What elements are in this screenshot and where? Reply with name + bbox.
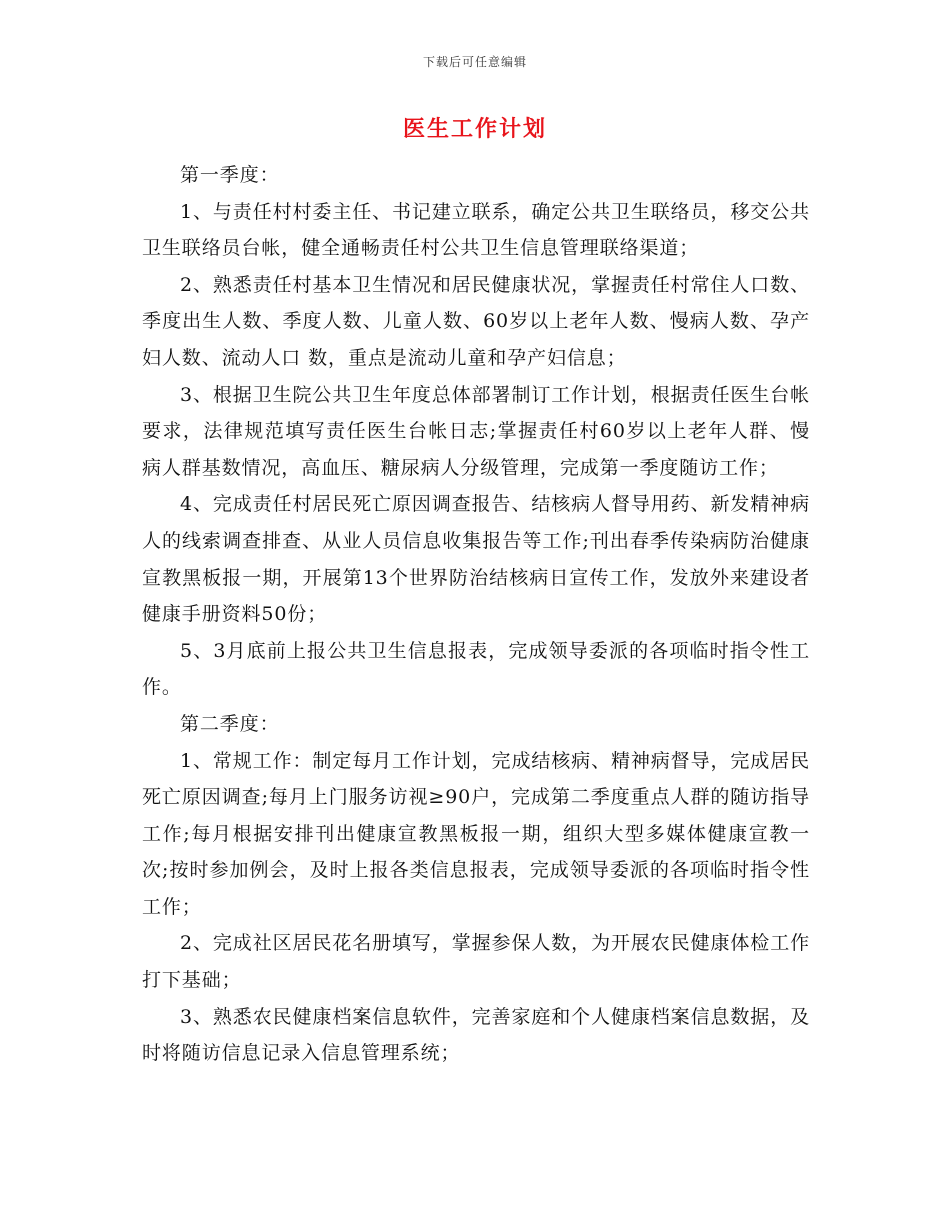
section-heading-q1: 第一季度： [180,164,280,186]
paragraph: 2、完成社区居民花名册填写，掌握参保人数，为开展农民健康体检工作打下基础； [142,932,810,992]
document-body [142,157,810,1072]
header-note: 下载后可任意编辑 [422,55,527,69]
paragraph: 2、熟悉责任村基本卫生情况和居民健康状况，掌握责任村常住人口数、季度出生人数、季度人数、儿童人数、60岁以上老年人数、慢病人数、孕产妇人数、流动人口 数，重点是流动儿童和孕产妇信息； [142,273,810,369]
section-heading-q2: 第二季度： [180,712,280,735]
paragraph: 3、根据卫生院公共卫生年度总体部署制订工作计划，根据责任医生台帐要求，法律规范填写责任医生台帐日志;掌握责任村60岁以上老年人群、慢病人群基数情况，高血压、糖尿病人分级管理，完成第一季度随访工作； [142,383,810,479]
paragraph: 4、完成责任村居民死亡原因调查报告、结核病人督导用药、新发精神病人的线索调查排查、从业人员信息收集报告等工作;刊出春季传染病防治健康宣教黑板报一期，开展第13个世界防治结核病日宣传工作，发放外来建设者健康手册资料50份； [142,493,810,626]
paragraph: 1、与责任村村委主任、书记建立联系，确定公共卫生联络员，移交公共卫生联络员台帐，健全通畅责任村公共卫生信息管理联络渠道； [142,200,810,260]
paragraph: 5、3月底前上报公共卫生信息报表，完成领导委派的各项临时指令性工作。 [142,639,810,699]
paragraph: 1、常规工作：制定每月工作计划，完成结核病、精神病督导，完成居民死亡原因调查;每月上门服务访视≥90户，完成第二季度重点人群的随访指导工作;每月根据安排刊出健康宣教黑板报一期，组织大型多媒体健康宣教一次;按时参加例会，及时上报各类信息报表，完成领导委派的各项临时指令性工作； [142,749,810,918]
paragraph: 3、熟悉农民健康档案信息软件，完善家庭和个人健康档案信息数据，及时将随访信息记录入信息管理系统； [142,1005,810,1065]
document-title: 医生工作计划 [402,116,547,142]
